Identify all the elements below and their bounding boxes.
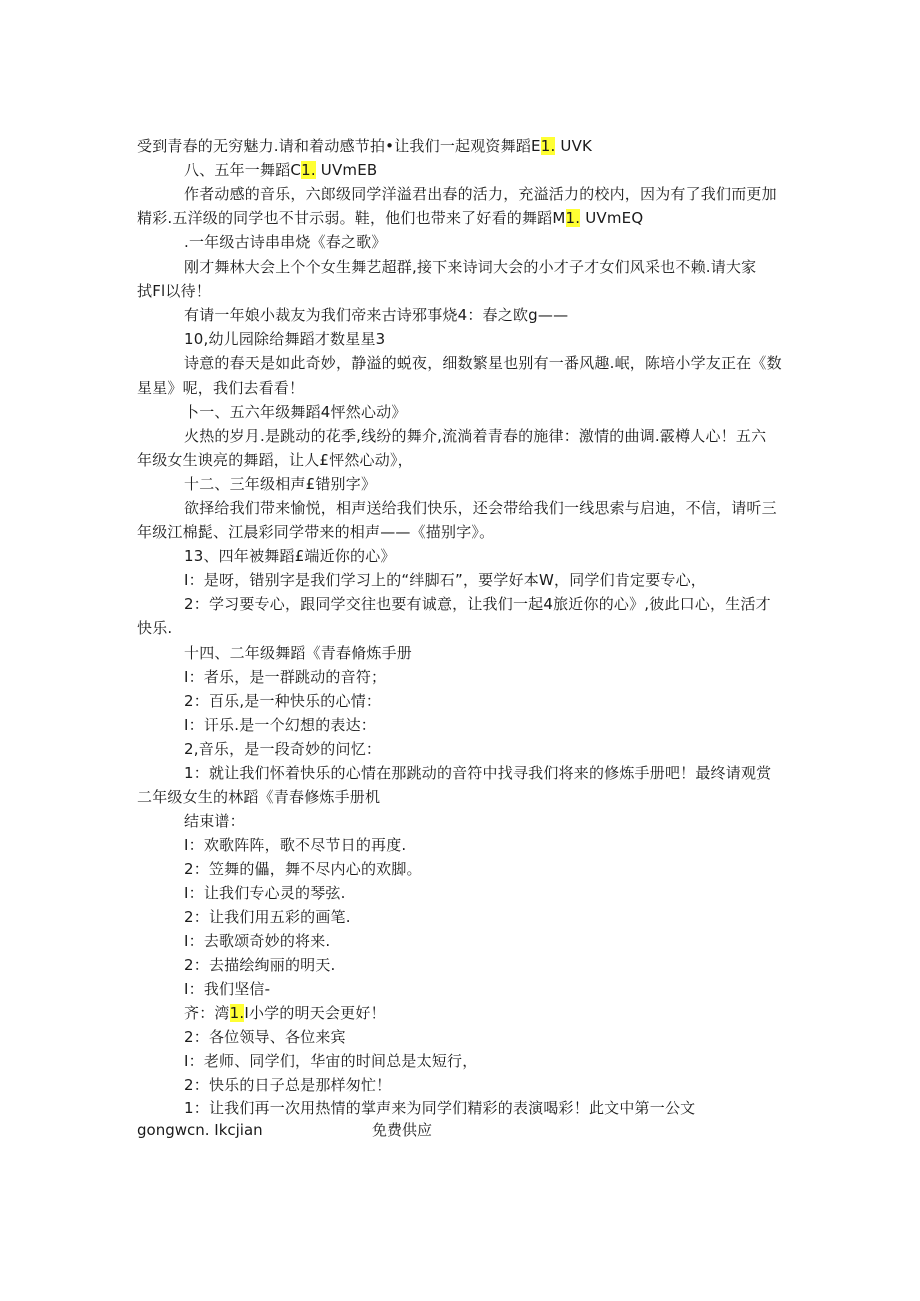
highlighted-text: 1. — [301, 161, 316, 179]
line-text-suffix: UVmEQ — [580, 209, 644, 227]
text-line — [184, 593, 771, 615]
text-line — [184, 834, 406, 856]
line-text: 1：就让我们怀着快乐的心情在那跳动的音符中找寻我们将来的修炼手册吧！最终请观赏 — [184, 764, 772, 782]
text-line — [137, 135, 592, 157]
line-text: I：者乐，是一群跳动的音符； — [184, 668, 387, 686]
footer-note-text: 免费供应 — [372, 1121, 433, 1139]
line-text: .一年级古诗串串烧《春之歌》 — [184, 233, 387, 251]
line-text: 2,音乐，是一段奇妙的问忆： — [184, 740, 382, 758]
line-text: I：去歌颂奇妙的将来. — [184, 932, 331, 950]
line-text: 2：快乐的日子总是那样匆忙！ — [184, 1076, 392, 1094]
line-text: 精彩.五洋级的同学也不甘示弱。鞋，他们也带来了好看的舞蹈M — [137, 209, 566, 227]
line-text: 诗意的春天是如此奇妙，静溢的蜕夜，细数繁星也别有一番风趣.岷，陈培小学友正在《数 — [184, 354, 782, 372]
text-line — [184, 304, 568, 326]
text-line — [137, 617, 172, 639]
text-line — [184, 1026, 346, 1048]
section-heading — [184, 545, 396, 567]
line-text: 结束谱： — [184, 812, 245, 830]
text-line — [137, 377, 304, 399]
section-heading — [184, 159, 377, 181]
text-line — [184, 1002, 386, 1024]
line-text: 十四、二年级舞蹈《青春脩炼手册 — [184, 644, 413, 662]
text-line — [184, 762, 771, 784]
text-line — [184, 714, 376, 736]
line-text: 2：学习要专心，跟同学交往也要有诚意，让我们一起4旅近你的心》,彼此口心，生活才 — [184, 595, 771, 613]
text-line — [137, 449, 413, 471]
line-text: 1：让我们再一次用热情的掌声来为同学们精彩的表演喝彩！此文中第一公文 — [184, 1099, 696, 1117]
text-line — [137, 786, 380, 808]
text-line — [184, 738, 381, 760]
line-text: 2：笠舞的儡，舞不尽内心的欢脚。 — [184, 860, 422, 878]
line-text: 2：让我们用五彩的画笔. — [184, 908, 351, 926]
text-line — [184, 1050, 477, 1072]
line-text: I：欢歌阵阵，歌不尽节日的再度. — [184, 836, 407, 854]
text-line — [184, 690, 381, 712]
line-text-suffix: I小学的明天会更好！ — [244, 1004, 386, 1022]
line-text: I：讦乐.是一个幻想的表达： — [184, 716, 376, 734]
line-text: 13、四年被舞蹈£端近你的心》 — [184, 547, 396, 565]
line-text: 八、五年一舞蹈C — [184, 161, 302, 179]
text-line — [184, 256, 756, 278]
text-line — [184, 183, 777, 205]
text-line — [184, 954, 336, 976]
text-line — [184, 930, 330, 952]
text-line — [184, 906, 351, 928]
text-line — [184, 497, 777, 519]
section-heading — [184, 328, 385, 350]
line-text: 十二、三年级相声£错别字》 — [184, 475, 377, 493]
line-text: 快乐. — [137, 619, 173, 637]
highlighted-text: 1. — [229, 1004, 245, 1022]
line-text: 欲择给我们带来愉悦，相声送给我们快乐，还会带给我们一线思索与启迪，不信，请听三 — [184, 499, 777, 517]
text-line — [184, 1097, 695, 1119]
text-line — [184, 352, 782, 374]
section-heading — [184, 642, 412, 664]
section-heading — [184, 401, 407, 423]
line-text: 2：百乐,是一种快乐的心情： — [184, 692, 382, 710]
line-text: 2：去描绘绚丽的明天. — [184, 956, 336, 974]
line-text: 星星》呢，我们去看看！ — [137, 379, 305, 397]
text-line — [137, 207, 643, 229]
line-text: 作者动感的音乐，六郎级同学洋溢君出春的活力，充溢活力的校内，因为有了我们而更加 — [184, 185, 777, 203]
line-text-suffix: UVK — [555, 137, 593, 155]
line-text: I：是呀，错别字是我们学习上的“绊脚石”，要学好本W，同学们肯定要专心， — [184, 571, 707, 589]
text-line — [137, 280, 211, 302]
section-heading — [184, 473, 376, 495]
text-line — [184, 425, 766, 447]
line-text: I：让我们专心灵的琴弦. — [184, 884, 346, 902]
text-line — [184, 882, 346, 904]
line-text: 刚才舞林大会上个个女生舞艺超群,接下来诗词大会的小才子才女们风采也不赖.请大家 — [184, 258, 757, 276]
line-text: 年级江棉髭、江晨彩同学带来的相声——《描别字》。 — [137, 523, 495, 541]
text-line — [184, 666, 386, 688]
text-line — [137, 521, 494, 543]
line-text: 二年级女生的林蹈《青春修炼手册机 — [137, 788, 381, 806]
line-text: 2：各位领导、各位来宾 — [184, 1028, 346, 1046]
footer-site-text: gongwcn. Ikcjian — [137, 1121, 263, 1139]
line-text: 10,幼儿园除给舞蹈才数星星3 — [184, 330, 386, 348]
line-text: I：老师、同学们，华宙的时间总是太短行， — [184, 1052, 478, 1070]
line-text: 卜一、五六年级舞蹈4怦然心动》 — [184, 403, 407, 421]
section-heading — [184, 231, 387, 253]
line-text: 年级女生谀亮的舞蹈，让人£怦然心动》， — [137, 451, 413, 469]
line-text: 拭Fl以待！ — [137, 282, 211, 300]
line-text: 齐：湾 — [184, 1004, 230, 1022]
highlighted-text: 1. — [565, 209, 581, 227]
section-heading — [184, 810, 245, 832]
text-line — [184, 1074, 391, 1096]
line-text: 火热的岁月.是跳动的花季,线纷的舞介,流淌着青春的施律：激情的曲调.霰樽人心！五六 — [184, 427, 767, 445]
line-text: 受到青春的无穷魅力.请和着动感节拍•让我们一起观资舞蹈E — [137, 137, 541, 155]
line-text: I：我们坚信- — [184, 980, 271, 998]
text-line — [184, 858, 422, 880]
highlighted-text: 1. — [540, 137, 556, 155]
text-line — [184, 569, 706, 591]
line-text: 有请一年娘小裁友为我们帝来古诗邪事烧4：春之欧g—— — [184, 306, 569, 324]
line-text-suffix: UVmEB — [315, 161, 378, 179]
text-line — [184, 978, 270, 1000]
